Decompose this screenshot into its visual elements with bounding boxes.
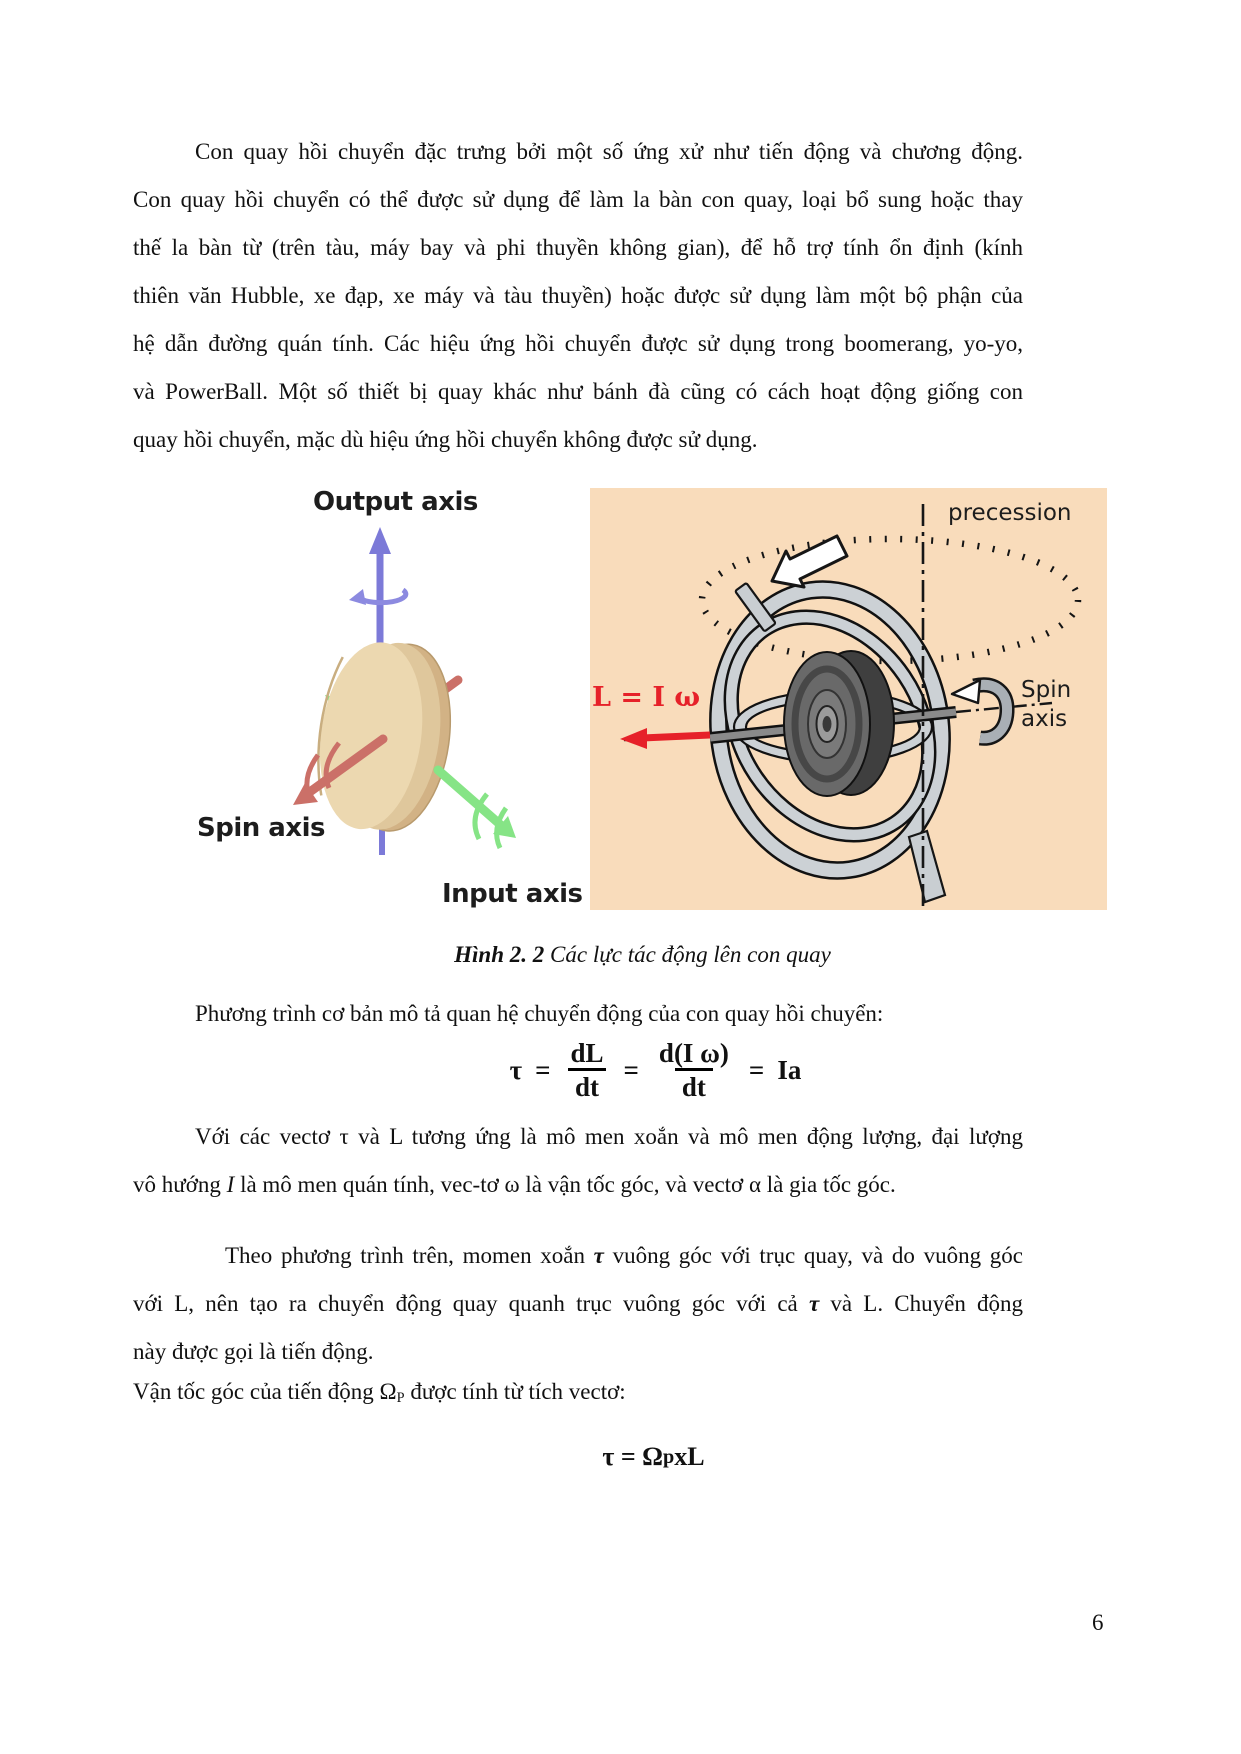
eq1-equals-b: = (623, 1054, 639, 1085)
eq2-pre: τ = Ω (602, 1442, 663, 1471)
text-segment: vô hướng (133, 1172, 227, 1197)
spin-axis-label (1021, 676, 1071, 734)
text-segment: hệ dẫn đường quán tính. Các hiệu ứng hồi chuyển được sử dụng trong boomerang, yo-yo, (133, 331, 1023, 356)
eq1-equals-c: = (748, 1054, 765, 1085)
text-line (133, 128, 1023, 176)
text-line (133, 176, 1023, 224)
eq1-frac1-numerator: dL (570, 1038, 604, 1068)
spin-axis-label: Spin axis (197, 813, 326, 843)
text-line (133, 272, 1023, 320)
text-segment: này được gọi là tiến động. (133, 1339, 374, 1364)
text-segment: và L. Chuyển động (819, 1291, 1024, 1316)
flywheel (784, 651, 894, 796)
eq1-frac2-denominator: dt (675, 1068, 713, 1102)
text-segment: Với các vectơ τ và L tương ứng là mô men xoắn và mô men động lượng, đại lượng (195, 1124, 1023, 1149)
eq1-frac1-denominator: dt (568, 1068, 606, 1102)
bottom-post (909, 831, 945, 902)
paragraph-intro (133, 128, 1023, 464)
text-segment: τ (808, 1291, 820, 1316)
text-line (133, 320, 1023, 368)
eq2-post: xL (674, 1442, 705, 1471)
input-axis-arrow (438, 770, 516, 848)
text-segment: với L, nên tạo ra chuyển động quay quanh trục vuông góc với cả (133, 1291, 809, 1316)
text-line (133, 1280, 1023, 1328)
eq2-subscript: p (663, 1445, 675, 1468)
text-line (133, 416, 1023, 464)
text-segment: Phương trình cơ bản mô tả quan hệ chuyển động của con quay hồi chuyển: (195, 1001, 884, 1026)
text-line (133, 1232, 1023, 1280)
spin-axis-label-line1: Spin (1021, 677, 1072, 703)
text-segment: I (226, 1172, 235, 1197)
text-segment: thiên văn Hubble, xe đạp, xe máy và tàu thuyền) hoặc được sử dụng làm một bộ phận của (133, 283, 1023, 308)
eq1-equals-a: = (535, 1054, 551, 1085)
input-axis-label: Input axis (442, 879, 583, 909)
eq1-tau: τ (509, 1054, 523, 1085)
figure-caption-text: Các lực tác động lên con quay (544, 942, 831, 967)
eq1-fraction-1 (564, 1038, 611, 1102)
precession-direction-arrow (772, 536, 847, 587)
text-segment: Con quay hồi chuyển có thể được sử dụng để làm la bàn con quay, loại bổ sung hoặc thay (133, 187, 1023, 212)
paragraph-angular-velocity (133, 1368, 1023, 1416)
page-number: 6 (1092, 1610, 1104, 1635)
text-line (133, 1113, 1023, 1161)
text-line (133, 368, 1023, 416)
text-segment: τ (593, 1243, 604, 1268)
text-line (133, 1368, 1023, 1416)
text-line (133, 990, 1023, 1038)
spin-axis-label-line2: axis (1021, 706, 1068, 732)
equation-torque (0, 1038, 1241, 1102)
angular-momentum-arrow (620, 728, 710, 749)
text-segment: là mô men quán tính, vec-tơ ω là vận tốc góc, và vectơ α là gia tốc góc. (234, 1172, 896, 1197)
text-segment: Con quay hồi chuyển đặc trưng bởi một số ứng xử như tiến động và chương động. (195, 139, 1023, 164)
figure-caption (22, 942, 1241, 968)
text-segment: P (396, 1390, 405, 1407)
figure-gyroscope-precession (590, 488, 1107, 910)
text-segment: được tính từ tích vectơ: (404, 1379, 626, 1404)
figure-caption-number: Hình 2. 2 (454, 942, 545, 967)
eq1-frac2-numerator: d(I ω) (658, 1038, 729, 1068)
eq1-rhs: Ia (777, 1054, 802, 1085)
text-segment: Theo phương trình trên, momen xoắn (225, 1243, 594, 1268)
text-line (133, 1161, 1023, 1209)
equation-cross-product (0, 1442, 1241, 1472)
text-line (133, 224, 1023, 272)
precession-label: precession (948, 500, 1072, 526)
paragraph-precession (133, 1232, 1023, 1376)
paragraph-equation-intro (133, 990, 1023, 1038)
text-segment: thế la bàn từ (trên tàu, máy bay và phi thuyền không gian), để hỗ trợ tính ổn định (kính (133, 235, 1023, 260)
output-axis-label: Output axis (313, 487, 478, 517)
text-segment: Vận tốc góc của tiến động Ω (133, 1379, 397, 1404)
eq1-fraction-2 (652, 1038, 736, 1102)
text-segment: và PowerBall. Một số thiết bị quay khác như bánh đà cũng có cách hoạt động giống con (133, 379, 1023, 404)
text-segment: quay hồi chuyển, mặc dù hiệu ứng hồi chuyển không được sử dụng. (133, 427, 758, 452)
angular-momentum-label: L = I ω (592, 682, 701, 713)
gyroscope-axes-diagram (155, 487, 585, 930)
figure-gyroscope-axes (155, 487, 585, 930)
text-segment: vuông góc với trục quay, và do vuông góc (603, 1243, 1023, 1268)
paragraph-vectors (133, 1113, 1023, 1209)
